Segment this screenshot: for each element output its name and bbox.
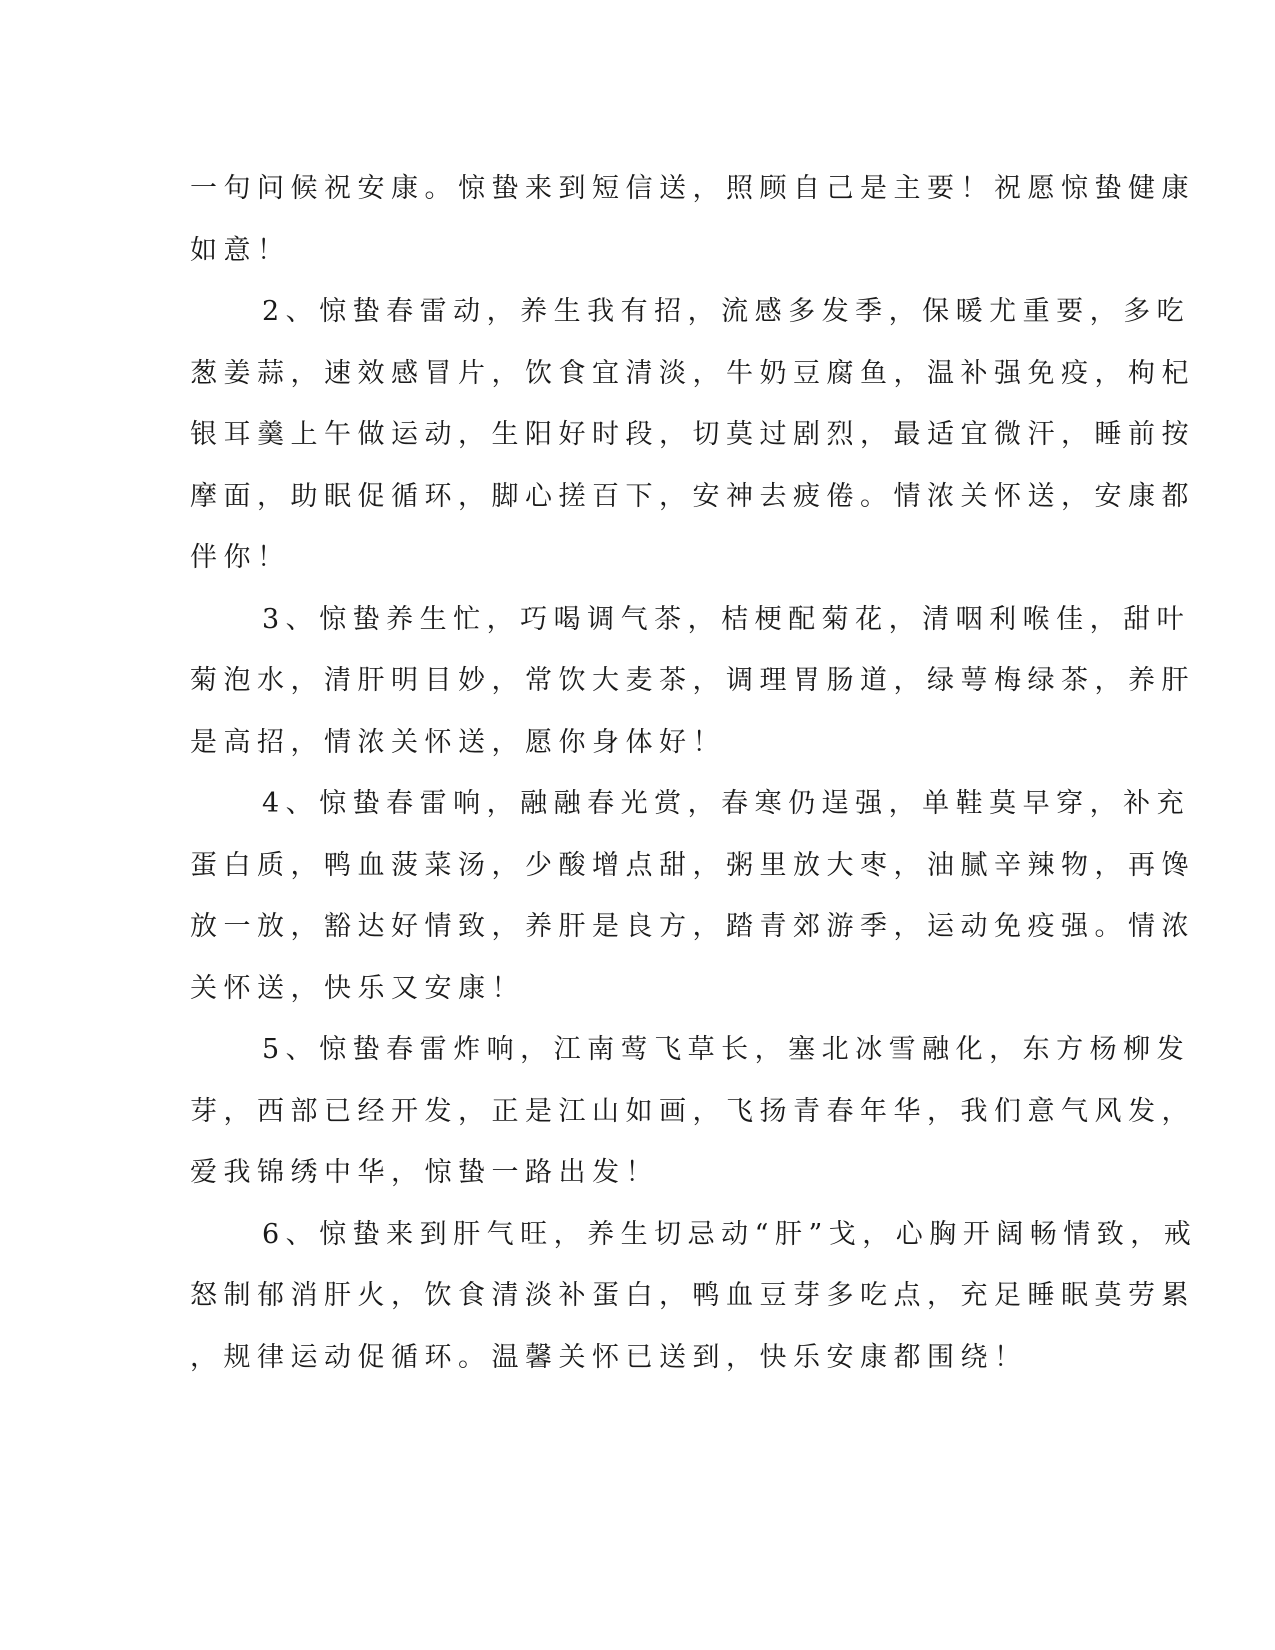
- text-line: 银耳羹上午做运动，生阳好时段，切莫过剧烈，最适宜微汗，睡前按: [190, 419, 1195, 450]
- paragraph-first-line: 2、惊蛰春雷动，养生我有招，流感多发季，保暖尤重要，多吃: [262, 296, 1191, 327]
- paragraph-first-line: 4、惊蛰春雷响，融融春光赏，春寒仍逞强，单鞋莫早穿，补充: [262, 788, 1191, 819]
- text-line: 关怀送，快乐又安康！: [190, 972, 525, 1004]
- text-line: 蛋白质，鸭血菠菜汤，少酸增点甜，粥里放大枣，油腻辛辣物，再馋: [190, 849, 1195, 881]
- text-line: 一句问候祝安康。惊蛰来到短信送，照顾自己是主要！祝愿惊蛰健康: [190, 173, 1195, 204]
- text-line: ，规律运动促循环。温馨关怀已送到，快乐安康都围绕！: [190, 1341, 1028, 1373]
- text-line: 葱姜蒜，速效感冒片，饮食宜清淡，牛奶豆腐鱼，温补强免疫，枸杞: [190, 357, 1195, 389]
- text-line: 爱我锦绣中华，惊蛰一路出发！: [190, 1157, 659, 1188]
- paragraph-first-line: 6、惊蛰来到肝气旺，养生切忌动“肝”戈，心胸开阔畅情致，戒: [262, 1218, 1198, 1250]
- text-line: 如意！: [190, 234, 291, 266]
- text-line: 怒制郁消肝火，饮食清淡补蛋白，鸭血豆芽多吃点，充足睡眠莫劳累: [190, 1280, 1195, 1311]
- text-line: 是高招，情浓关怀送，愿你身体好！: [190, 726, 726, 758]
- text-line: 菊泡水，清肝明目妙，常饮大麦茶，调理胃肠道，绿萼梅绿茶，养肝: [190, 665, 1195, 696]
- paragraph-first-line: 3、惊蛰养生忙，巧喝调气茶，桔梗配菊花，清咽利喉佳，甜叶: [262, 603, 1191, 635]
- text-line: 摩面，助眠促循环，脚心搓百下，安神去疲倦。情浓关怀送，安康都: [190, 480, 1195, 512]
- document-body: [190, 158, 1198, 1388]
- text-line: 芽，西部已经开发，正是江山如画，飞扬青春年华，我们意气风发，: [190, 1095, 1195, 1127]
- text-line: 伴你！: [190, 542, 291, 573]
- text-line: 放一放，豁达好情致，养肝是良方，踏青郊游季，运动免疫强。情浓: [190, 911, 1195, 942]
- paragraph-first-line: 5、惊蛰春雷炸响，江南莺飞草长，塞北冰雪融化，东方杨柳发: [262, 1034, 1191, 1065]
